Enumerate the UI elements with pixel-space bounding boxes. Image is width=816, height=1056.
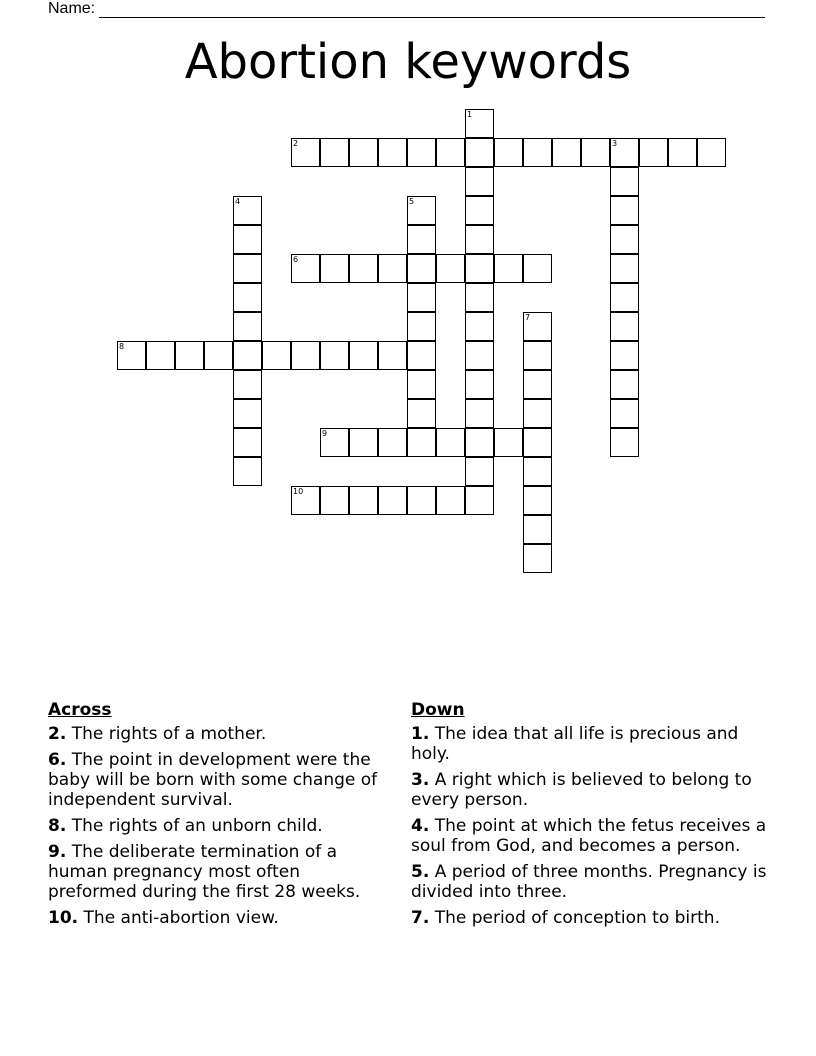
clue-number: 1. bbox=[411, 724, 430, 744]
clue-across-2 bbox=[48, 724, 390, 744]
clue-number: 8. bbox=[48, 816, 67, 836]
clue-text: A right which is believed to belong to every person. bbox=[411, 770, 752, 810]
grid-cell[interactable] bbox=[407, 138, 436, 167]
clue-across-9 bbox=[48, 842, 390, 902]
clue-number: 6. bbox=[48, 750, 67, 770]
grid-cell[interactable] bbox=[436, 428, 465, 457]
grid-cell[interactable] bbox=[233, 370, 262, 399]
cell-number: 4 bbox=[235, 197, 241, 206]
grid-cell[interactable] bbox=[407, 312, 436, 341]
grid-cell[interactable] bbox=[436, 254, 465, 283]
grid-cell[interactable] bbox=[407, 428, 436, 457]
grid-cell[interactable] bbox=[233, 428, 262, 457]
grid-cell[interactable] bbox=[233, 399, 262, 428]
grid-cell[interactable] bbox=[465, 167, 494, 196]
grid-cell[interactable] bbox=[175, 341, 204, 370]
down-clues bbox=[411, 700, 776, 934]
clue-number: 10. bbox=[48, 908, 79, 928]
clue-number: 2. bbox=[48, 724, 67, 744]
grid-cell[interactable] bbox=[494, 254, 523, 283]
grid-cell[interactable] bbox=[407, 486, 436, 515]
grid-cell[interactable] bbox=[291, 486, 320, 515]
grid-cell[interactable] bbox=[320, 341, 349, 370]
grid-cell[interactable] bbox=[465, 457, 494, 486]
grid-cell[interactable] bbox=[465, 370, 494, 399]
grid-cell[interactable] bbox=[291, 254, 320, 283]
grid-cell[interactable] bbox=[523, 486, 552, 515]
clue-text: The point in development were the baby will be born with some change of independent survival. bbox=[48, 750, 378, 810]
grid-cell[interactable] bbox=[523, 312, 552, 341]
clue-text: The idea that all life is precious and holy. bbox=[411, 724, 739, 764]
grid-cell[interactable] bbox=[204, 341, 233, 370]
grid-cell[interactable] bbox=[378, 254, 407, 283]
cell-number: 7 bbox=[525, 313, 531, 322]
grid-cell[interactable] bbox=[697, 138, 726, 167]
grid-cell[interactable] bbox=[465, 341, 494, 370]
grid-cell[interactable] bbox=[465, 109, 494, 138]
grid-cell[interactable] bbox=[523, 428, 552, 457]
grid-cell[interactable] bbox=[610, 225, 639, 254]
grid-cell[interactable] bbox=[465, 312, 494, 341]
clue-number: 3. bbox=[411, 770, 430, 790]
clue-down-5 bbox=[411, 862, 776, 902]
cell-number: 2 bbox=[293, 139, 299, 148]
page-title: Abortion keywords bbox=[184, 34, 632, 90]
grid-cell[interactable] bbox=[407, 196, 436, 225]
grid-cell[interactable] bbox=[320, 428, 349, 457]
grid-cell[interactable] bbox=[610, 283, 639, 312]
grid-cell[interactable] bbox=[349, 254, 378, 283]
clue-text: A period of three months. Pregnancy is divided into three. bbox=[411, 862, 767, 902]
grid-cell[interactable] bbox=[610, 399, 639, 428]
grid-cell[interactable] bbox=[407, 283, 436, 312]
clue-text: The rights of a mother. bbox=[71, 724, 267, 744]
grid-cell[interactable] bbox=[523, 544, 552, 573]
grid-cell[interactable] bbox=[320, 254, 349, 283]
clue-number: 7. bbox=[411, 908, 430, 928]
cell-number: 1 bbox=[467, 110, 473, 119]
grid-cell[interactable] bbox=[465, 138, 494, 167]
grid-cell[interactable] bbox=[233, 196, 262, 225]
clue-across-10 bbox=[48, 908, 390, 928]
grid-cell[interactable] bbox=[523, 370, 552, 399]
grid-cell[interactable] bbox=[668, 138, 697, 167]
grid-cell[interactable] bbox=[117, 341, 146, 370]
grid-cell[interactable] bbox=[407, 399, 436, 428]
grid-cell[interactable] bbox=[407, 225, 436, 254]
clue-text: The period of conception to birth. bbox=[434, 908, 720, 928]
name-label: Name: bbox=[48, 0, 96, 17]
grid-cell[interactable] bbox=[610, 196, 639, 225]
clue-down-3 bbox=[411, 770, 776, 810]
across-clues bbox=[48, 700, 390, 934]
grid-cell[interactable] bbox=[523, 341, 552, 370]
grid-cell[interactable] bbox=[146, 341, 175, 370]
grid-cell[interactable] bbox=[378, 341, 407, 370]
grid-cell[interactable] bbox=[465, 283, 494, 312]
grid-cell[interactable] bbox=[581, 138, 610, 167]
grid-cell[interactable] bbox=[610, 370, 639, 399]
clue-text: The point at which the fetus receives a soul from God, and becomes a person. bbox=[411, 816, 767, 856]
clue-text: The rights of an unborn child. bbox=[71, 816, 323, 836]
grid-cell[interactable] bbox=[610, 138, 639, 167]
cell-number: 5 bbox=[409, 197, 415, 206]
cell-number: 3 bbox=[612, 139, 618, 148]
cell-number: 10 bbox=[293, 487, 304, 496]
grid-cell[interactable] bbox=[291, 341, 320, 370]
grid-cell[interactable] bbox=[291, 138, 320, 167]
grid-cell[interactable] bbox=[465, 254, 494, 283]
grid-cell[interactable] bbox=[436, 486, 465, 515]
grid-cell[interactable] bbox=[523, 138, 552, 167]
grid-cell[interactable] bbox=[320, 138, 349, 167]
cell-number: 6 bbox=[293, 255, 299, 264]
grid-cell[interactable] bbox=[523, 399, 552, 428]
grid-cell[interactable] bbox=[436, 138, 465, 167]
grid-cell[interactable] bbox=[233, 457, 262, 486]
grid-cell[interactable] bbox=[233, 225, 262, 254]
grid-cell[interactable] bbox=[523, 457, 552, 486]
grid-cell[interactable] bbox=[233, 254, 262, 283]
grid-cell[interactable] bbox=[552, 138, 581, 167]
grid-cell[interactable] bbox=[465, 225, 494, 254]
grid-cell[interactable] bbox=[610, 254, 639, 283]
grid-cell[interactable] bbox=[465, 399, 494, 428]
grid-cell[interactable] bbox=[494, 428, 523, 457]
grid-cell[interactable] bbox=[407, 254, 436, 283]
grid-cell[interactable] bbox=[407, 370, 436, 399]
grid-cell[interactable] bbox=[610, 428, 639, 457]
grid-cell[interactable] bbox=[465, 196, 494, 225]
grid-cell[interactable] bbox=[610, 341, 639, 370]
grid-cell[interactable] bbox=[378, 138, 407, 167]
grid-cell[interactable] bbox=[349, 341, 378, 370]
name-field bbox=[48, 0, 765, 18]
clue-down-7 bbox=[411, 908, 776, 928]
grid-cell[interactable] bbox=[407, 341, 436, 370]
grid-cell[interactable] bbox=[349, 138, 378, 167]
grid-cell[interactable] bbox=[523, 515, 552, 544]
across-heading: Across bbox=[48, 700, 112, 720]
grid-cell[interactable] bbox=[378, 486, 407, 515]
clue-number: 9. bbox=[48, 842, 67, 862]
grid-cell[interactable] bbox=[233, 341, 262, 370]
grid-cell[interactable] bbox=[378, 428, 407, 457]
clue-number: 4. bbox=[411, 816, 430, 836]
grid-cell[interactable] bbox=[610, 312, 639, 341]
grid-cell[interactable] bbox=[349, 428, 378, 457]
grid-cell[interactable] bbox=[610, 167, 639, 196]
grid-cell[interactable] bbox=[320, 486, 349, 515]
clue-number: 5. bbox=[411, 862, 430, 882]
clue-across-6 bbox=[48, 750, 390, 810]
cell-number: 8 bbox=[119, 342, 125, 351]
grid-cell[interactable] bbox=[233, 283, 262, 312]
grid-cell[interactable] bbox=[465, 428, 494, 457]
grid-cell[interactable] bbox=[349, 486, 378, 515]
grid-cell[interactable] bbox=[523, 254, 552, 283]
grid-cell[interactable] bbox=[639, 138, 668, 167]
grid-cell[interactable] bbox=[494, 138, 523, 167]
clue-across-8 bbox=[48, 816, 390, 836]
grid-cell[interactable] bbox=[465, 486, 494, 515]
clue-text: The anti-abortion view. bbox=[83, 908, 279, 928]
down-heading: Down bbox=[411, 700, 465, 720]
cell-number: 9 bbox=[322, 429, 328, 438]
name-underline[interactable] bbox=[99, 3, 765, 18]
clue-down-1 bbox=[411, 724, 776, 764]
grid-cell[interactable] bbox=[233, 312, 262, 341]
clue-down-4 bbox=[411, 816, 776, 856]
grid-cell[interactable] bbox=[262, 341, 291, 370]
clue-text: The deliberate termination of a human pregnancy most often preformed during the first 28 weeks. bbox=[48, 842, 361, 902]
